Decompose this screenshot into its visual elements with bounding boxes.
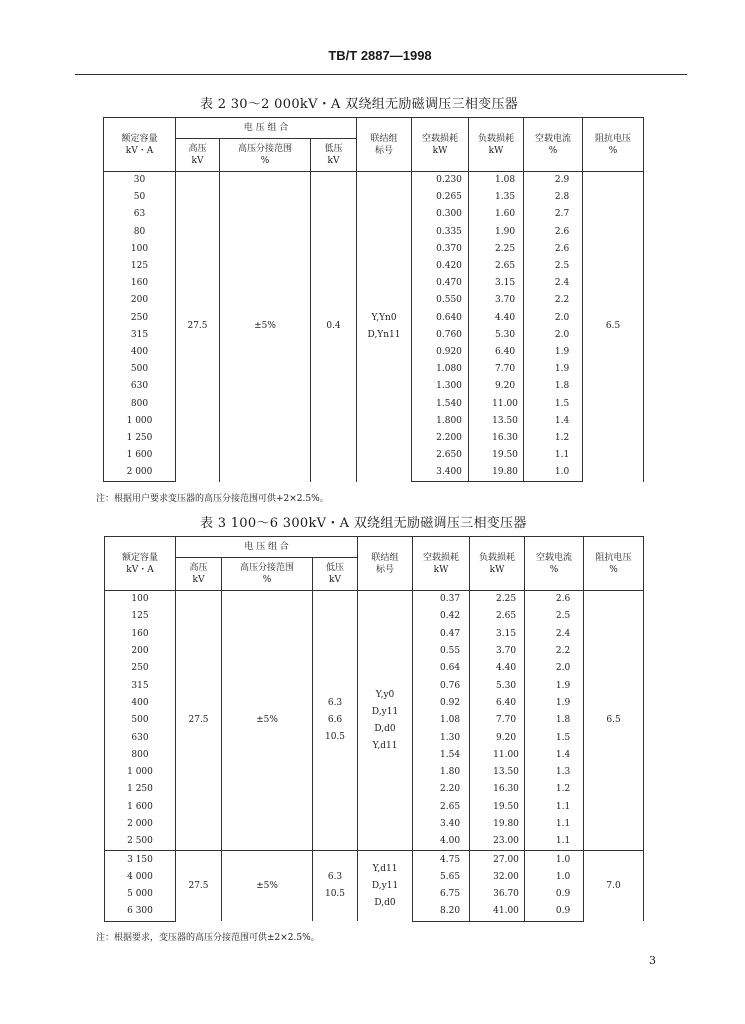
impedance-cell: 7.0 xyxy=(584,851,644,921)
capacity-cell: 3 150 xyxy=(105,851,176,869)
capacity-cell: 800 xyxy=(105,747,176,764)
no-load-loss-cell: 1.300 xyxy=(412,378,469,395)
table-row xyxy=(105,851,644,869)
no-load-loss-cell: 5.65 xyxy=(413,869,470,886)
capacity-cell: 250 xyxy=(104,310,176,327)
no-load-current-cell: 1.1 xyxy=(524,447,583,464)
capacity-cell: 200 xyxy=(105,643,176,660)
load-loss-cell: 41.00 xyxy=(470,903,525,921)
capacity-cell: 500 xyxy=(105,712,176,729)
col-capacity-header xyxy=(104,118,176,172)
no-load-loss-cell: 3.400 xyxy=(412,464,469,482)
col-lv-header xyxy=(311,139,357,172)
no-load-loss-cell: 0.420 xyxy=(412,258,469,275)
tap-range-cell: ±5% xyxy=(222,591,313,851)
no-load-loss-cell: 0.92 xyxy=(413,695,470,712)
capacity-cell: 1 000 xyxy=(104,413,176,430)
header-text: 低压 kV xyxy=(326,563,345,585)
no-load-current-cell: 1.5 xyxy=(525,729,584,746)
capacity-cell: 630 xyxy=(105,729,176,746)
no-load-current-cell: 1.2 xyxy=(524,430,583,447)
header-text: 电 压 组 合 xyxy=(244,542,289,552)
no-load-loss-cell: 1.54 xyxy=(413,747,470,764)
capacity-cell: 250 xyxy=(105,660,176,677)
load-loss-cell: 3.15 xyxy=(469,275,524,292)
header-text: 阻抗电压 % xyxy=(595,133,632,156)
col-lv-header xyxy=(313,558,358,591)
no-load-current-cell: 1.1 xyxy=(525,799,584,816)
header-text: 高压 kV xyxy=(188,144,207,166)
table2-caption: 表 2 30～2 000kV・A 双绕组无励磁调压三相变压器 xyxy=(200,97,519,112)
hv-cell: 27.5 xyxy=(176,172,220,482)
load-loss-cell: 16.30 xyxy=(470,781,525,798)
no-load-loss-cell: 6.75 xyxy=(413,886,470,903)
no-load-current-cell: 2.9 xyxy=(524,172,583,190)
header-text: 低压 kV xyxy=(324,144,343,166)
load-loss-cell: 1.60 xyxy=(469,206,524,223)
load-loss-cell: 36.70 xyxy=(470,886,525,903)
no-load-loss-cell: 0.42 xyxy=(413,608,470,625)
load-loss-cell: 5.30 xyxy=(470,677,525,694)
no-load-current-cell: 2.0 xyxy=(525,660,584,677)
load-loss-cell: 4.40 xyxy=(469,310,524,327)
no-load-current-cell: 2.5 xyxy=(524,258,583,275)
col-tap-range-header xyxy=(222,558,313,591)
tap-range-cell: ±5% xyxy=(220,172,311,482)
capacity-cell: 100 xyxy=(104,241,176,258)
capacity-cell: 100 xyxy=(105,591,176,609)
no-load-loss-cell: 0.920 xyxy=(412,344,469,361)
col-impedance-header xyxy=(584,537,644,591)
no-load-current-cell: 2.6 xyxy=(524,224,583,241)
standard-header: TB/T 2887—1998 xyxy=(328,48,432,63)
no-load-loss-cell: 0.265 xyxy=(412,189,469,206)
connection-cell-line: D,y11 xyxy=(371,880,399,891)
no-load-current-cell: 2.0 xyxy=(524,310,583,327)
no-load-current-cell: 1.2 xyxy=(525,781,584,798)
connection-cell-line: D,y11 xyxy=(371,706,399,717)
no-load-current-cell: 1.8 xyxy=(524,378,583,395)
no-load-loss-cell: 0.550 xyxy=(412,292,469,309)
no-load-loss-cell: 0.370 xyxy=(412,241,469,258)
header-text: 高压分接范围 % xyxy=(239,563,294,585)
load-loss-cell: 19.80 xyxy=(469,464,524,482)
no-load-current-cell: 2.7 xyxy=(524,206,583,223)
header-text: 负载损耗 kW xyxy=(479,552,516,575)
no-load-loss-cell: 0.760 xyxy=(412,327,469,344)
table3 xyxy=(104,536,644,922)
load-loss-cell: 9.20 xyxy=(470,729,525,746)
no-load-loss-cell: 2.20 xyxy=(413,781,470,798)
capacity-cell: 630 xyxy=(104,378,176,395)
col-voltage-group-header xyxy=(176,537,358,558)
no-load-loss-cell: 3.40 xyxy=(413,816,470,833)
no-load-loss-cell: 0.47 xyxy=(413,626,470,643)
no-load-loss-cell: 1.30 xyxy=(413,729,470,746)
header-text: 负载损耗 kW xyxy=(478,133,515,156)
no-load-current-cell: 2.8 xyxy=(524,189,583,206)
impedance-cell: 6.5 xyxy=(584,591,644,851)
col-load-loss-header xyxy=(469,118,524,172)
no-load-current-cell: 2.4 xyxy=(525,626,584,643)
table3-body xyxy=(105,591,644,922)
capacity-cell: 63 xyxy=(104,206,176,223)
capacity-cell: 400 xyxy=(104,344,176,361)
lv-cell xyxy=(313,851,358,921)
no-load-current-cell: 2.6 xyxy=(524,241,583,258)
header-text: 联结组 标号 xyxy=(370,133,398,156)
table2-body xyxy=(104,172,644,482)
table-row xyxy=(104,172,644,190)
no-load-loss-cell: 0.64 xyxy=(413,660,470,677)
connection-cell-line: D,d0 xyxy=(374,897,396,908)
load-loss-cell: 32.00 xyxy=(470,869,525,886)
col-hv-header xyxy=(176,558,222,591)
capacity-cell: 800 xyxy=(104,395,176,412)
no-load-current-cell: 0.9 xyxy=(525,903,584,921)
no-load-current-cell: 0.9 xyxy=(525,886,584,903)
lv-cell-line: 6.3 xyxy=(327,698,343,709)
header-text: 阻抗电压 % xyxy=(595,552,632,575)
load-loss-cell: 2.65 xyxy=(470,608,525,625)
header-text: 额定容量 kV・A xyxy=(121,133,158,156)
no-load-loss-cell: 4.75 xyxy=(413,851,470,869)
capacity-cell: 125 xyxy=(104,258,176,275)
no-load-current-cell: 1.0 xyxy=(525,869,584,886)
load-loss-cell: 1.35 xyxy=(469,189,524,206)
tap-range-cell: ±5% xyxy=(222,851,313,921)
lv-cell-line: 6.6 xyxy=(327,715,343,726)
capacity-cell: 315 xyxy=(104,327,176,344)
no-load-loss-cell: 0.55 xyxy=(413,643,470,660)
load-loss-cell: 6.40 xyxy=(470,695,525,712)
no-load-loss-cell: 0.470 xyxy=(412,275,469,292)
no-load-current-cell: 1.0 xyxy=(524,464,583,482)
header-text: 空载电流 % xyxy=(535,133,572,156)
col-no-load-current-header xyxy=(524,118,583,172)
capacity-cell: 1 600 xyxy=(105,799,176,816)
col-connection-header xyxy=(357,118,412,172)
no-load-loss-cell: 0.230 xyxy=(412,172,469,190)
no-load-current-cell: 1.5 xyxy=(524,395,583,412)
header-rule xyxy=(75,74,687,75)
capacity-cell: 160 xyxy=(104,275,176,292)
no-load-current-cell: 2.2 xyxy=(524,292,583,309)
no-load-current-cell: 1.9 xyxy=(525,695,584,712)
capacity-cell: 1 000 xyxy=(105,764,176,781)
no-load-loss-cell: 1.540 xyxy=(412,395,469,412)
no-load-loss-cell: 4.00 xyxy=(413,833,470,851)
capacity-cell: 6 300 xyxy=(105,903,176,921)
capacity-cell: 1 250 xyxy=(104,430,176,447)
no-load-loss-cell: 2.65 xyxy=(413,799,470,816)
no-load-current-cell: 1.4 xyxy=(524,413,583,430)
header-text: 空载电流 % xyxy=(536,552,573,575)
capacity-cell: 1 250 xyxy=(105,781,176,798)
hv-cell: 27.5 xyxy=(176,591,222,851)
connection-cell-line: D,d0 xyxy=(374,723,396,734)
connection-cell-line: D,Yn11 xyxy=(367,329,401,340)
no-load-current-cell: 1.3 xyxy=(525,764,584,781)
no-load-current-cell: 2.2 xyxy=(525,643,584,660)
col-no-load-current-header xyxy=(525,537,584,591)
load-loss-cell: 4.40 xyxy=(470,660,525,677)
load-loss-cell: 5.30 xyxy=(469,327,524,344)
no-load-current-cell: 2.5 xyxy=(525,608,584,625)
capacity-cell: 2 500 xyxy=(105,833,176,851)
no-load-loss-cell: 2.200 xyxy=(412,430,469,447)
capacity-cell: 2 000 xyxy=(105,816,176,833)
no-load-loss-cell: 0.76 xyxy=(413,677,470,694)
no-load-current-cell: 1.1 xyxy=(525,816,584,833)
capacity-cell: 80 xyxy=(104,224,176,241)
lv-cell xyxy=(313,591,358,851)
capacity-cell: 4 000 xyxy=(105,869,176,886)
no-load-loss-cell: 0.300 xyxy=(412,206,469,223)
load-loss-cell: 13.50 xyxy=(469,413,524,430)
no-load-loss-cell: 8.20 xyxy=(413,903,470,921)
load-loss-cell: 19.50 xyxy=(470,799,525,816)
load-loss-cell: 7.70 xyxy=(470,712,525,729)
no-load-loss-cell: 2.650 xyxy=(412,447,469,464)
load-loss-cell: 11.00 xyxy=(469,395,524,412)
no-load-loss-cell: 1.080 xyxy=(412,361,469,378)
load-loss-cell: 6.40 xyxy=(469,344,524,361)
capacity-cell: 2 000 xyxy=(104,464,176,482)
load-loss-cell: 7.70 xyxy=(469,361,524,378)
capacity-cell: 200 xyxy=(104,292,176,309)
table2 xyxy=(103,117,644,482)
no-load-current-cell: 2.4 xyxy=(524,275,583,292)
load-loss-cell: 11.00 xyxy=(470,747,525,764)
no-load-loss-cell: 0.335 xyxy=(412,224,469,241)
load-loss-cell: 2.25 xyxy=(469,241,524,258)
capacity-cell: 5 000 xyxy=(105,886,176,903)
table3-note: 注：根据要求，变压器的高压分接范围可供±2×2.5%。 xyxy=(96,933,320,943)
table3-caption: 表 3 100～6 300kV・A 双绕组无励磁调压三相变压器 xyxy=(200,516,527,531)
header-text: 联结组 标号 xyxy=(371,552,399,575)
table-row xyxy=(105,591,644,609)
capacity-cell: 50 xyxy=(104,189,176,206)
load-loss-cell: 1.90 xyxy=(469,224,524,241)
col-connection-header xyxy=(358,537,413,591)
load-loss-cell: 2.65 xyxy=(469,258,524,275)
lv-cell-line: 10.5 xyxy=(324,889,346,900)
load-loss-cell: 16.30 xyxy=(469,430,524,447)
load-loss-cell: 19.50 xyxy=(469,447,524,464)
no-load-loss-cell: 1.800 xyxy=(412,413,469,430)
load-loss-cell: 19.80 xyxy=(470,816,525,833)
load-loss-cell: 23.00 xyxy=(470,833,525,851)
col-impedance-header xyxy=(583,118,644,172)
connection-cell-line: Y,d11 xyxy=(372,863,398,874)
capacity-cell: 315 xyxy=(105,677,176,694)
header-text: 高压分接范围 % xyxy=(237,144,292,166)
col-voltage-group-header xyxy=(176,118,357,139)
connection-cell-line: Y,d11 xyxy=(372,740,398,751)
col-no-load-loss-header xyxy=(412,118,469,172)
page-number: 3 xyxy=(649,954,656,967)
connection-cell xyxy=(358,851,413,921)
lv-cell-line: 6.3 xyxy=(327,872,343,883)
header-text: 额定容量 kV・A xyxy=(121,552,158,575)
load-loss-cell: 2.25 xyxy=(470,591,525,609)
load-loss-cell: 9.20 xyxy=(469,378,524,395)
no-load-current-cell: 2.0 xyxy=(524,327,583,344)
load-loss-cell: 13.50 xyxy=(470,764,525,781)
lv-cell-line: 10.5 xyxy=(324,732,346,743)
lv-cell: 0.4 xyxy=(311,172,357,482)
no-load-loss-cell: 0.37 xyxy=(413,591,470,609)
col-no-load-loss-header xyxy=(413,537,470,591)
connection-cell xyxy=(358,591,413,851)
load-loss-cell: 3.70 xyxy=(470,643,525,660)
capacity-cell: 400 xyxy=(105,695,176,712)
header-text: 空载损耗 kW xyxy=(422,133,459,156)
capacity-cell: 500 xyxy=(104,361,176,378)
no-load-current-cell: 1.9 xyxy=(524,344,583,361)
no-load-current-cell: 1.4 xyxy=(525,747,584,764)
connection-cell xyxy=(357,172,412,482)
header-text: 空载损耗 kW xyxy=(423,552,460,575)
header-text: 电 压 组 合 xyxy=(243,123,289,133)
header-text: 高压 kV xyxy=(189,563,208,585)
no-load-loss-cell: 1.08 xyxy=(413,712,470,729)
no-load-current-cell: 1.9 xyxy=(524,361,583,378)
hv-cell: 27.5 xyxy=(176,851,222,921)
no-load-loss-cell: 1.80 xyxy=(413,764,470,781)
no-load-current-cell: 1.1 xyxy=(525,833,584,851)
no-load-current-cell: 1.9 xyxy=(525,677,584,694)
table2-note: 注：根据用户要求变压器的高压分接范围可供+2×2.5%。 xyxy=(96,494,329,504)
no-load-current-cell: 1.8 xyxy=(525,712,584,729)
load-loss-cell: 1.08 xyxy=(469,172,524,190)
capacity-cell: 160 xyxy=(105,626,176,643)
no-load-loss-cell: 0.640 xyxy=(412,310,469,327)
capacity-cell: 30 xyxy=(104,172,176,190)
col-hv-header xyxy=(176,139,220,172)
connection-cell-line: Y,y0 xyxy=(375,689,395,700)
col-load-loss-header xyxy=(470,537,525,591)
connection-cell-line: Y,Yn0 xyxy=(371,312,397,323)
capacity-cell: 1 600 xyxy=(104,447,176,464)
load-loss-cell: 3.70 xyxy=(469,292,524,309)
col-capacity-header xyxy=(105,537,176,591)
load-loss-cell: 27.00 xyxy=(470,851,525,869)
no-load-current-cell: 1.0 xyxy=(525,851,584,869)
no-load-current-cell: 2.6 xyxy=(525,591,584,609)
capacity-cell: 125 xyxy=(105,608,176,625)
load-loss-cell: 3.15 xyxy=(470,626,525,643)
col-tap-range-header xyxy=(220,139,311,172)
impedance-cell: 6.5 xyxy=(583,172,644,482)
